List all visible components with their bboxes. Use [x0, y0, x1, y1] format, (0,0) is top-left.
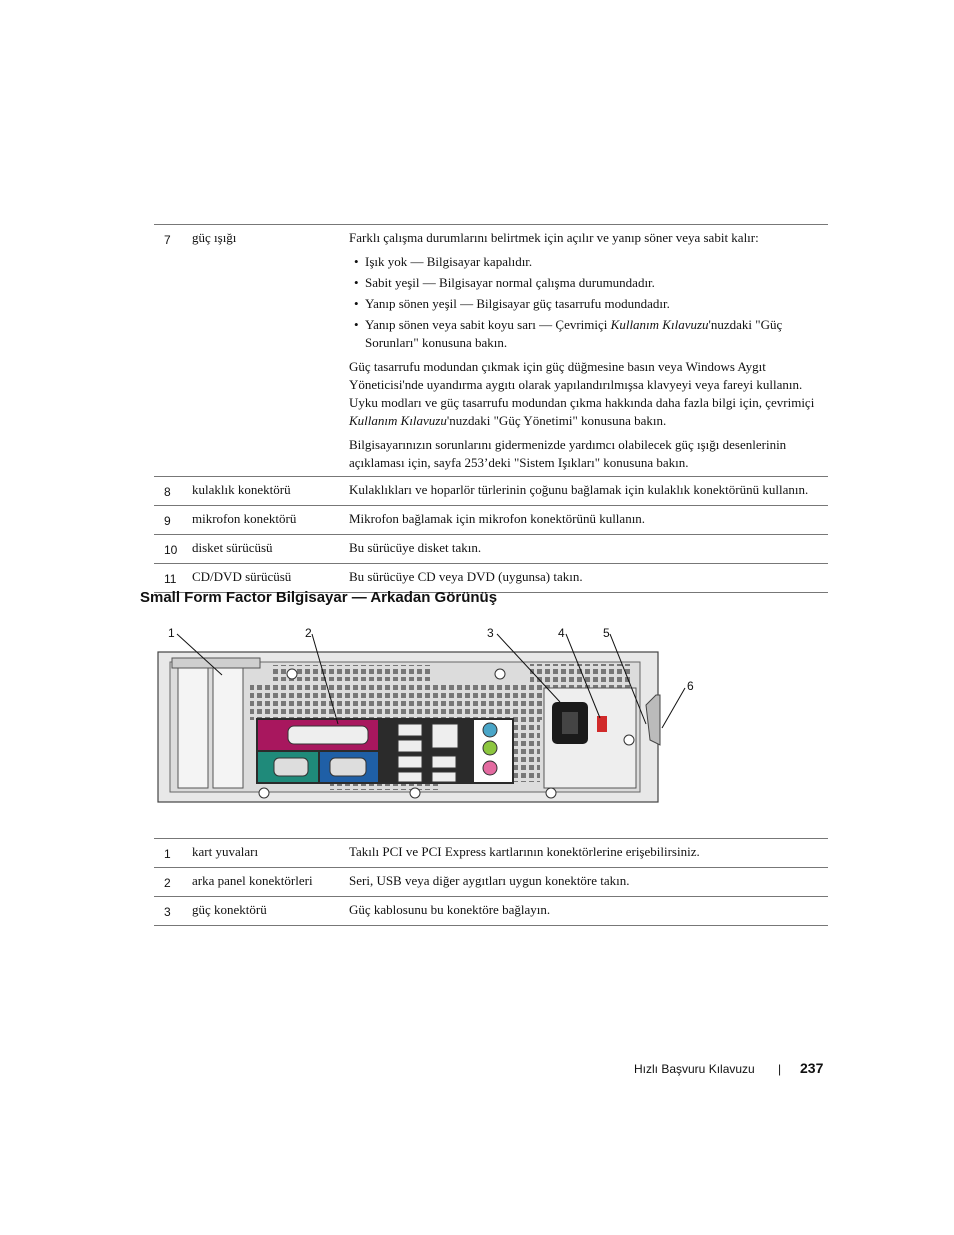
microphone-jack: [483, 761, 497, 775]
table-row: [154, 225, 828, 477]
table-row: [154, 839, 828, 868]
line-in-jack: [483, 723, 497, 737]
card-slot: [178, 668, 208, 788]
footer-label: Hızlı Başvuru Kılavuzu: [634, 1062, 755, 1076]
list-item: • Işık yok — Bilgisayar kapalıdır.: [365, 253, 828, 271]
vent-grille: [250, 682, 550, 720]
row-name: kulaklık konektörü: [192, 482, 291, 497]
power-connector-pins: [562, 712, 578, 734]
row-description: Seri, USB veya diğer aygıtları uygun konektöre takın.: [349, 873, 630, 888]
row-description: Takılı PCI ve PCI Express kartlarının konektörlerine erişebilirsiniz.: [349, 844, 700, 859]
list-item: • Sabit yeşil — Bilgisayar normal çalışma durumundadır.: [365, 274, 828, 292]
row-name: disket sürücüsü: [192, 540, 273, 555]
table-row: [154, 897, 828, 926]
rear-view-illustration: [0, 620, 954, 840]
usb-port: [398, 724, 422, 736]
voltage-switch: [597, 716, 607, 732]
usb-port: [432, 756, 456, 768]
callout-3: 3: [487, 626, 494, 640]
row-name: mikrofon konektörü: [192, 511, 297, 526]
manual-title: Kullanım Kılavuzu: [610, 317, 709, 332]
line-out-jack: [483, 741, 497, 755]
row-number: 7: [164, 233, 171, 247]
manual-title: Kullanım Kılavuzu: [349, 413, 447, 428]
text: 'nuzdaki "Güç Sorunları" konusuna bakın.: [365, 317, 783, 350]
callout-1: 1: [168, 626, 175, 640]
row-number: 2: [164, 876, 171, 890]
callout-4: 4: [558, 626, 565, 640]
row-number: 3: [164, 905, 171, 919]
table-row: [154, 477, 828, 506]
row-number: 1: [164, 847, 171, 861]
list-item: • Yanıp sönen yeşil — Bilgisayar güç tasarrufu modundadır.: [365, 295, 828, 313]
table-row: [154, 535, 828, 564]
text: Yanıp sönen veya sabit koyu sarı — Çevrimiçi: [365, 317, 611, 332]
row-number: 9: [164, 514, 171, 528]
row-description: Bu sürücüye disket takın.: [349, 540, 482, 555]
text: Güç tasarrufu modundan çıkmak için güç düğmesine basın veya Windows Aygıt Yöneticisi'nde uyandırma aygıtı olarak yapılandırılmışsa klavyeyi veya fareyi kullanın. Uyku modları ve güç tasarrufu modundan çıkma hakkında daha fazla bilgi için, çevrimiçi: [349, 359, 815, 410]
intro-text: Farklı çalışma durumlarını belirtmek için açılır ve yanıp söner veya sabit kalır:: [349, 230, 759, 245]
paragraph: Bilgisayarınızın sorunlarını gidermenizde yardımcı olabilecek güç ışığı desenlerinin açıklaması için, sayfa 253’deki "Sistem Işıkları" konusuna bakın.: [349, 437, 787, 470]
row-name: güç ışığı: [192, 230, 237, 245]
table-row: [154, 868, 828, 897]
top-table: [154, 224, 828, 593]
network-port: [432, 724, 458, 748]
row-description: Kulaklıkları ve hoparlör türlerinin çoğunu bağlamak için kulaklık konektörünü kullanın.: [349, 482, 809, 497]
usb-port: [398, 740, 422, 752]
row-name: arka panel konektörleri: [192, 873, 313, 888]
row-description: Güç kablosunu bu konektöre bağlayın.: [349, 902, 551, 917]
row-number: 8: [164, 485, 171, 499]
text: 'nuzdaki "Güç Yönetimi" konusuna bakın.: [446, 413, 667, 428]
row-description: [339, 225, 828, 476]
usb-port: [398, 756, 422, 768]
vga-port: [330, 758, 366, 776]
list-item: [365, 316, 828, 352]
bottom-table: [154, 838, 828, 926]
callout-6: 6: [687, 679, 694, 693]
slot-bracket: [172, 658, 260, 668]
row-name: güç konektörü: [192, 902, 267, 917]
row-name: kart yuvaları: [192, 844, 259, 859]
row-number: 10: [164, 543, 178, 557]
row-description: Mikrofon bağlamak için mikrofon konektörünü kullanın.: [349, 511, 646, 526]
card-slot: [213, 668, 243, 788]
section-title: Small Form Factor Bilgisayar — Arkadan Görünüş: [140, 589, 498, 606]
parallel-port: [288, 726, 368, 744]
footer-separator: |: [778, 1062, 782, 1076]
serial-port: [274, 758, 308, 776]
paragraph: [349, 358, 828, 430]
row-name: CD/DVD sürücüsü: [192, 569, 292, 584]
row-description: Bu sürücüye CD veya DVD (uygunsa) takın.: [349, 569, 583, 584]
callout-2: 2: [305, 626, 312, 640]
usb-port: [432, 772, 456, 782]
page-number: 237: [800, 1060, 824, 1076]
table-row: [154, 506, 828, 535]
bullet-list: [349, 253, 828, 352]
callout-5: 5: [603, 626, 610, 640]
row-number: 11: [164, 572, 177, 586]
usb-port: [398, 772, 422, 782]
